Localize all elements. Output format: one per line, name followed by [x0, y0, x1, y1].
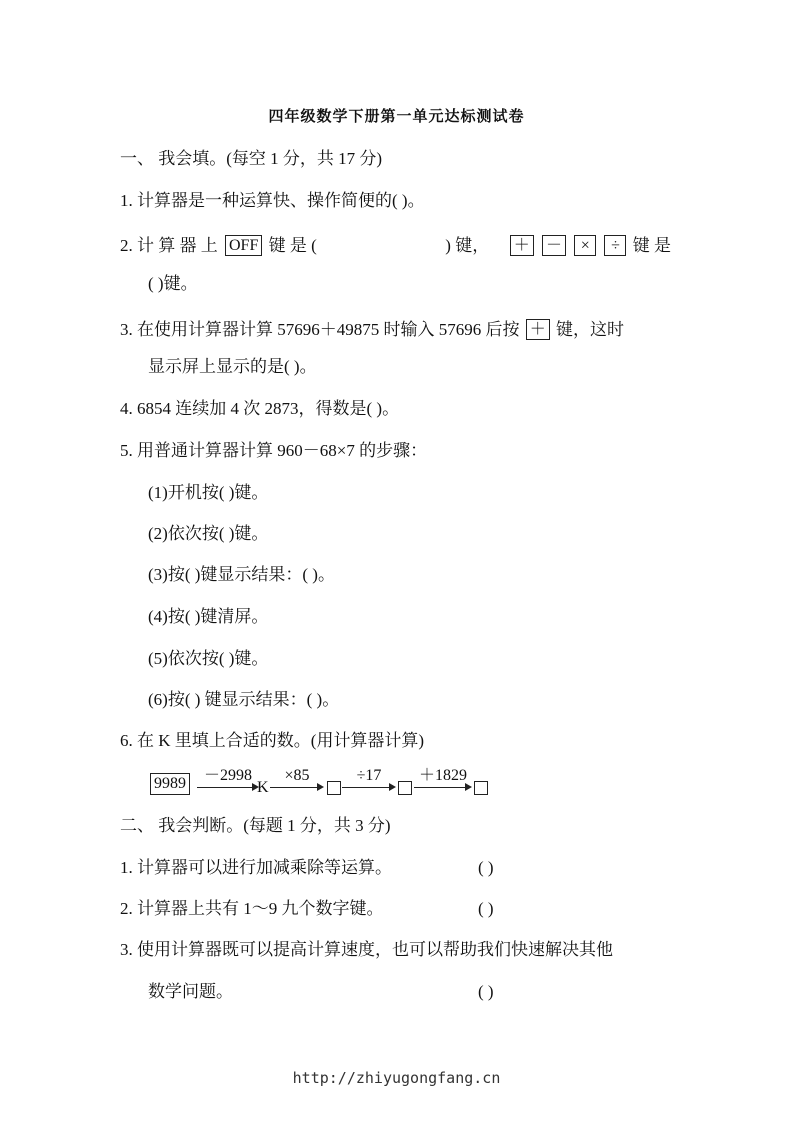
- arrow-head-icon: [465, 783, 472, 791]
- op-add-label: ＋1829: [418, 767, 467, 784]
- q5-step-1: (1)开机按( )键。: [148, 483, 269, 502]
- answer-box-2: [398, 781, 412, 795]
- arrow-head-icon: [317, 783, 324, 791]
- page-title: 四年级数学下册第一单元达标测试卷: [268, 109, 525, 125]
- question-5-intro: 5. 用普通计算器计算 960－68×7 的步骤：: [120, 441, 428, 460]
- arrow-subtract: [197, 767, 259, 797]
- question-2-line2: ( )键。: [148, 274, 198, 293]
- q5-step-6: (6)按( ) 键显示结果：( )。: [148, 690, 340, 709]
- answer-box-1: [327, 781, 341, 795]
- arrow-head-icon: [389, 783, 396, 791]
- arrow-divide: [342, 767, 396, 797]
- q2-text-d: 键 是: [632, 236, 671, 255]
- q2-text-c: ) 键，: [445, 236, 490, 255]
- judge-item-3: 3. 使用计算器既可以提高计算速度，也可以帮助我们快速解决其他: [120, 940, 613, 959]
- off-key: OFF: [225, 235, 262, 256]
- judge-paren-3: ( ): [478, 982, 494, 1001]
- plus-key: ＋: [510, 235, 534, 256]
- footer-url: http://zhiyugongfang.cn: [292, 1069, 501, 1087]
- answer-box-3: [474, 781, 488, 795]
- question-1: 1. 计算器是一种运算快、操作简便的( )。: [120, 191, 425, 210]
- multiply-key: ×: [574, 235, 596, 256]
- judge-item-3-line2: 数学问题。: [148, 982, 233, 1001]
- q5-step-2: (2)依次按( )键。: [148, 524, 269, 543]
- q5-step-4: (4)按( )键清屏。: [148, 607, 269, 626]
- q3-text-b: 键，这时: [556, 320, 625, 339]
- judge-paren-1: ( ): [478, 858, 494, 877]
- minus-key: －: [542, 235, 566, 256]
- start-number-box: 9989: [150, 773, 190, 795]
- q3-text-a: 3. 在使用计算器计算 57696＋49875 时输入 57696 后按: [120, 320, 520, 339]
- judge-paren-2: ( ): [478, 899, 494, 918]
- judge-item-2: 2. 计算器上共有 1～9 九个数字键。: [120, 899, 384, 918]
- q2-text-b: 键 是 (: [268, 236, 317, 255]
- section2-heading: 二、 我会判断。(每题 1 分，共 3 分): [120, 816, 391, 835]
- judge-item-1: 1. 计算器可以进行加减乘除等运算。: [120, 858, 392, 877]
- calculation-chain: [150, 767, 490, 801]
- q5-step-3: (3)按( )键显示结果：( )。: [148, 565, 335, 584]
- question-6-intro: 6. 在 K 里填上合适的数。(用计算器计算): [120, 731, 425, 750]
- arrow-add: [414, 767, 472, 797]
- q5-step-5: (5)依次按( )键。: [148, 649, 269, 668]
- question-4: 4. 6854 连续加 4 次 2873，得数是( )。: [120, 399, 400, 418]
- q2-text-a: 2. 计 算 器 上: [120, 236, 218, 255]
- question-3-line2: 显示屏上显示的是( )。: [148, 357, 317, 376]
- divide-key: ÷: [604, 235, 626, 256]
- op-subtract-label: －2998: [203, 767, 252, 784]
- section1-heading: 一、 我会填。(每空 1 分，共 17 分): [120, 149, 383, 168]
- question-2-line1: [120, 235, 671, 257]
- plus-key-q3: ＋: [526, 319, 550, 340]
- op-multiply-label: ×85: [284, 767, 310, 784]
- arrow-multiply: [270, 767, 324, 797]
- node-k: K: [257, 779, 269, 796]
- question-3-line1: [120, 319, 624, 341]
- op-divide-label: ÷17: [356, 767, 382, 784]
